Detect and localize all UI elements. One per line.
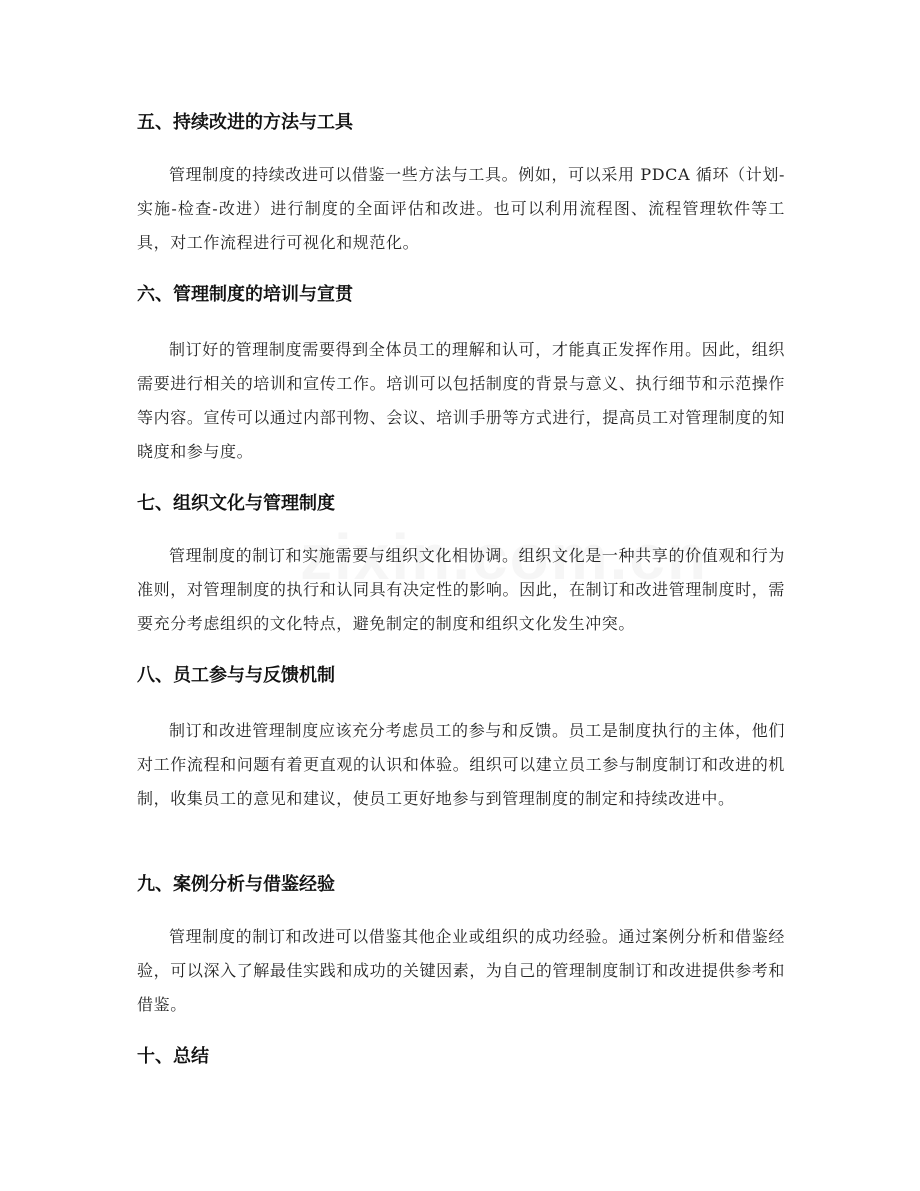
section-heading: 十、总结 bbox=[137, 1046, 209, 1067]
section-heading: 六、管理制度的培训与宣贯 bbox=[137, 284, 353, 305]
section-heading: 五、持续改进的方法与工具 bbox=[137, 112, 353, 133]
section-heading: 八、员工参与与反馈机制 bbox=[137, 665, 335, 686]
section-10 bbox=[137, 1045, 785, 1069]
section-paragraph: 管理制度的制订和实施需要与组织文化相协调。组织文化是一种共享的价值观和行为准则，对管理制度的执行和认同具有决定性的影响。因此，在制订和改进管理制度时，需要充分考虑组织的文化特点，避免制定的制度和组织文化发生冲突。 bbox=[137, 546, 785, 633]
section-5 bbox=[137, 111, 785, 260]
section-9 bbox=[137, 873, 785, 1022]
section-7 bbox=[137, 492, 785, 641]
section-heading: 七、组织文化与管理制度 bbox=[137, 493, 335, 514]
section-paragraph: 制订和改进管理制度应该充分考虑员工的参与和反馈。员工是制度执行的主体，他们对工作流程和问题有着更直观的认识和体验。组织可以建立员工参与制度制订和改进的机制，收集员工的意见和建议，使员工更好地参与到管理制度的制定和持续改进中。 bbox=[137, 721, 785, 808]
section-8 bbox=[137, 664, 785, 816]
section-6 bbox=[137, 283, 785, 469]
section-paragraph: 管理制度的制订和改进可以借鉴其他企业或组织的成功经验。通过案例分析和借鉴经验，可以深入了解最佳实践和成功的关键因素，为自己的管理制度制订和改进提供参考和借鉴。 bbox=[137, 927, 785, 1014]
section-heading: 九、案例分析与借鉴经验 bbox=[137, 874, 335, 895]
section-paragraph: 制订好的管理制度需要得到全体员工的理解和认可，才能真正发挥作用。因此，组织需要进行相关的培训和宣传工作。培训可以包括制度的背景与意义、执行细节和示范操作等内容。宣传可以通过内部刊物、会议、培训手册等方式进行，提高员工对管理制度的知晓度和参与度。 bbox=[137, 340, 785, 461]
section-paragraph: 管理制度的持续改进可以借鉴一些方法与工具。例如，可以采用 PDCA 循环（计划-实施-检查-改进）进行制度的全面评估和改进。也可以利用流程图、流程管理软件等工具，对工作流程进行可视化和规范化。 bbox=[137, 165, 785, 252]
